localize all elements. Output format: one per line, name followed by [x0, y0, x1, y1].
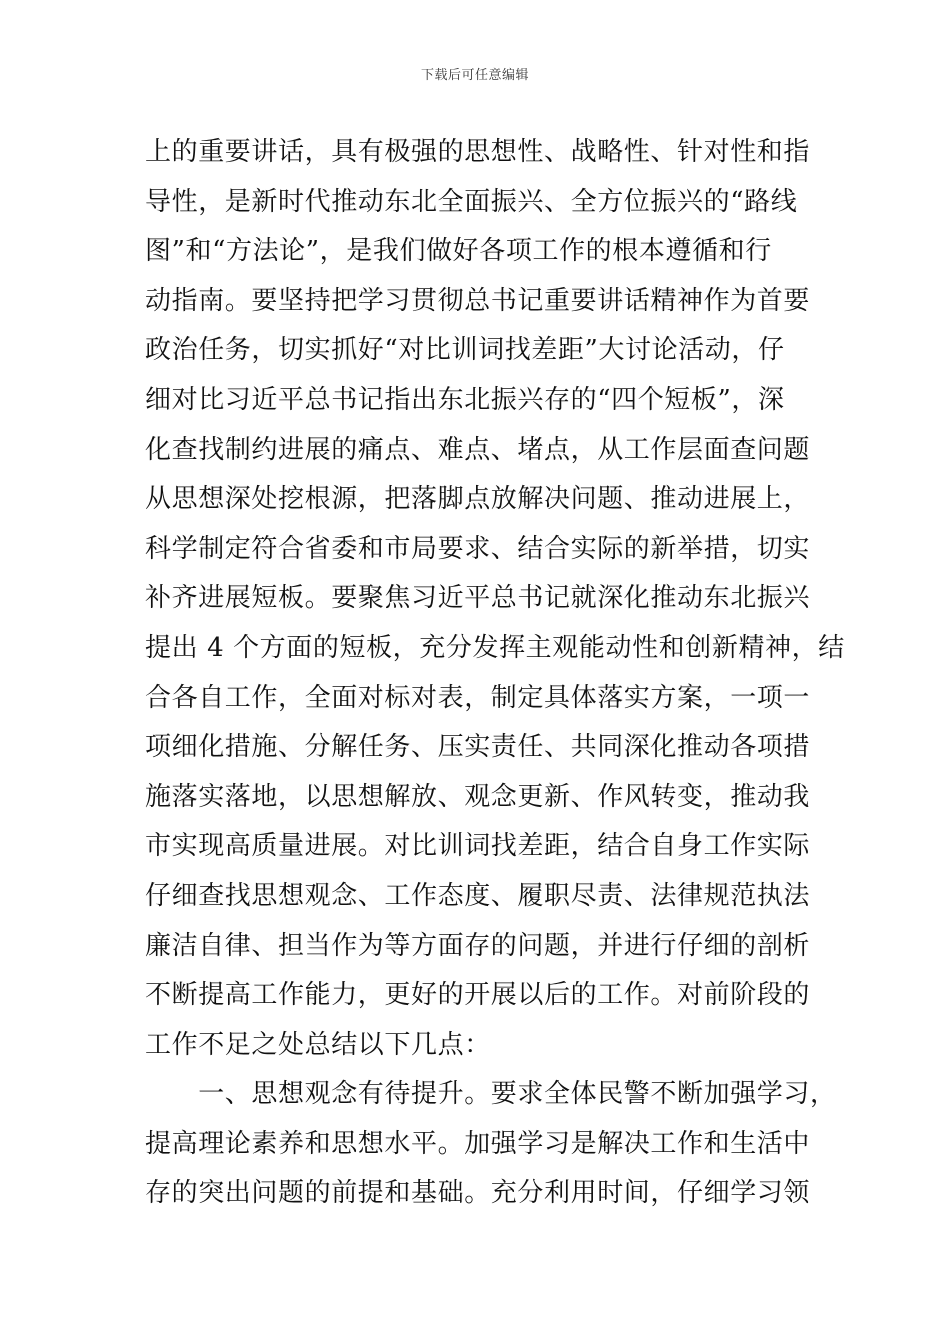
text-line: 提出 4 个方面的短板，充分发挥主观能动性和创新精神，结 [145, 632, 845, 663]
text-line: 科学制定符合省委和市局要求、结合实际的新举措，切实 [145, 533, 811, 564]
text-line: 不断提高工作能力，更好的开展以后的工作。对前阶段的 [145, 980, 811, 1011]
text-line: 图”和“方法论”，是我们做好各项工作的根本遵循和行 [145, 236, 772, 267]
text-line: 项细化措施、分解任务、压实责任、共同深化推动各项措 [145, 732, 811, 763]
text-line: 导性，是新时代推动东北全面振兴、全方位振兴的“路线 [145, 186, 798, 217]
text-line: 仔细查找思想观念、工作态度、履职尽责、法律规范执法 [145, 880, 811, 911]
text-line: 一、思想观念有待提升。要求全体民警不断加强学习， [145, 1079, 837, 1110]
text-line: 廉洁自律、担当作为等方面存的问题，并进行仔细的剖析 [145, 930, 811, 961]
text-line: 化查找制约进展的痛点、难点、堵点，从工作层面查问题 [145, 434, 811, 465]
document-body [145, 128, 845, 1219]
text-line: 提高理论素养和思想水平。加强学习是解决工作和生活中 [145, 1128, 811, 1159]
text-line: 从思想深处挖根源，把落脚点放解决问题、推动进展上， [145, 484, 811, 515]
text-line: 细对比习近平总书记指出东北振兴存的“四个短板”，深 [145, 384, 785, 415]
text-line: 上的重要讲话，具有极强的思想性、战略性、针对性和指 [145, 137, 811, 167]
text-line: 市实现高质量进展。对比训词找差距，结合自身工作实际 [145, 831, 811, 862]
text-line: 工作不足之处总结以下几点： [145, 1029, 491, 1060]
text-line: 动指南。要坚持把学习贯彻总书记重要讲话精神作为首要 [145, 285, 811, 316]
text-line: 施落实落地，以思想解放、观念更新、作风转变，推动我 [145, 781, 811, 812]
text-line: 合各自工作，全面对标对表，制定具体落实方案，一项一 [145, 682, 811, 713]
text-line: 政治任务，切实抓好“对比训词找差距”大讨论活动，仔 [145, 335, 785, 366]
text-line: 补齐进展短板。要聚焦习近平总书记就深化推动东北振兴 [145, 583, 811, 614]
text-line: 存的突出问题的前提和基础。充分利用时间，仔细学习领 [145, 1178, 811, 1209]
page-header: 下载后可任意编辑 [420, 68, 529, 83]
